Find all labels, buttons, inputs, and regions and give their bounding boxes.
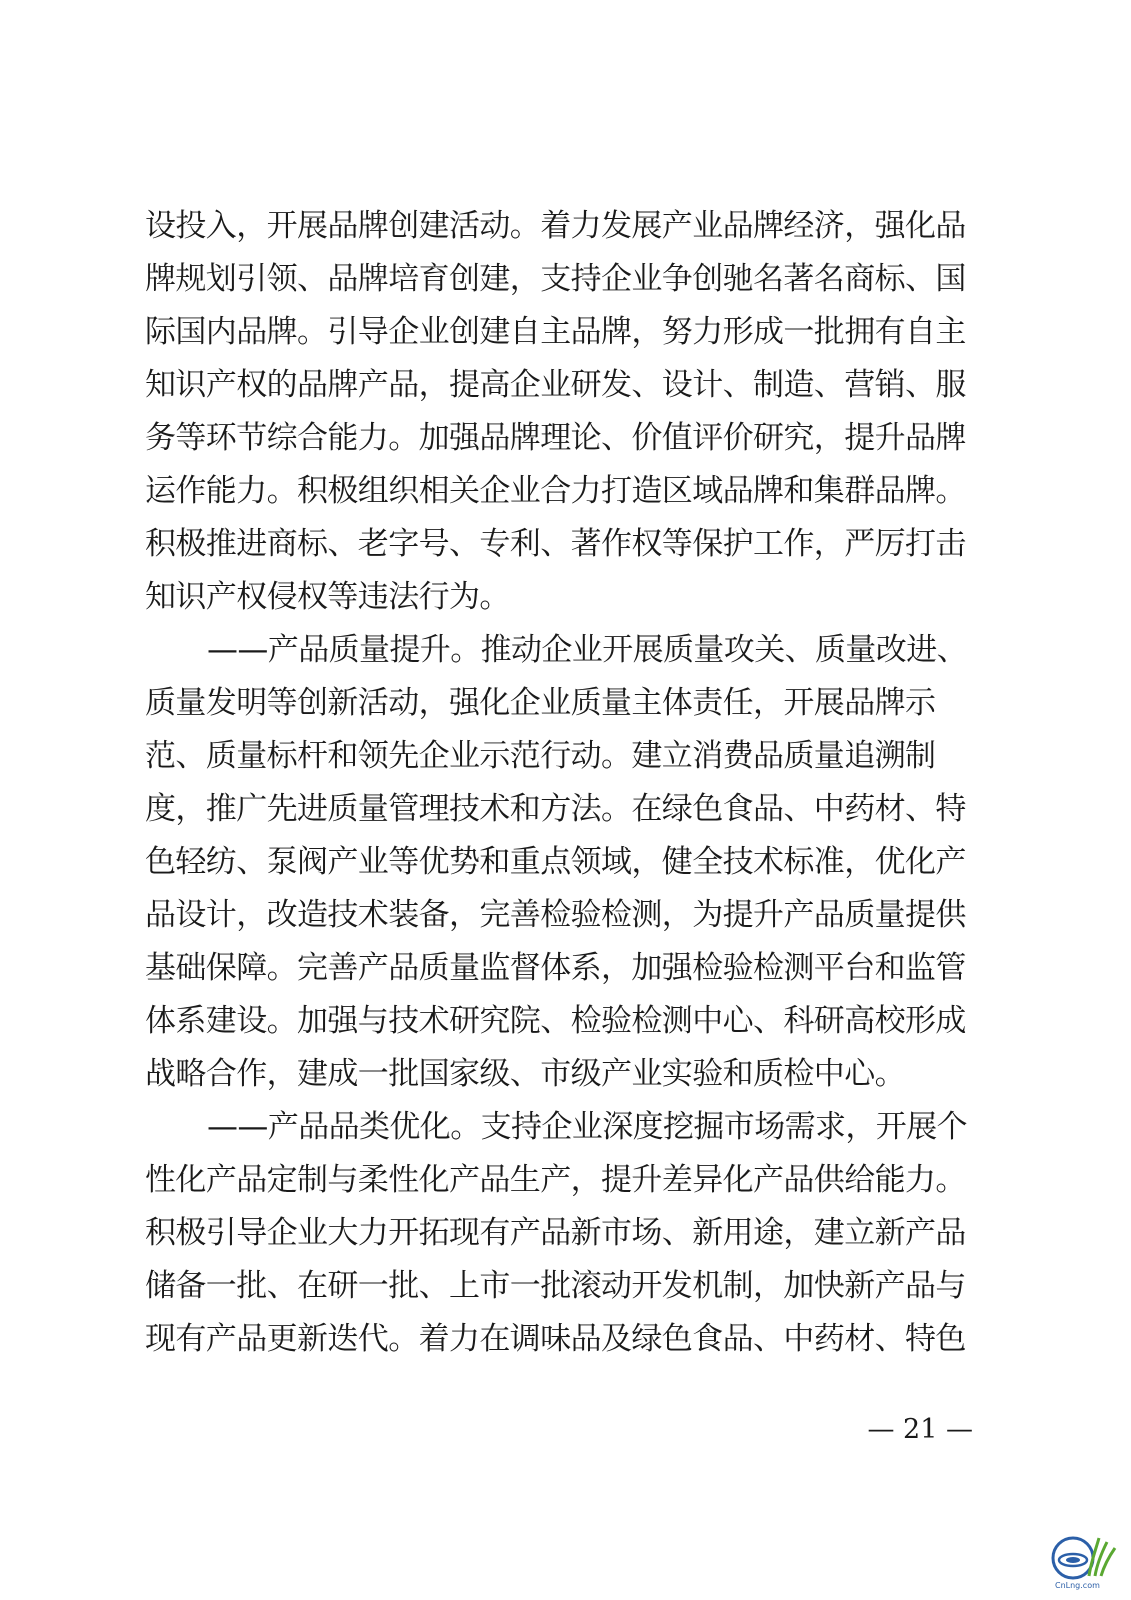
- text-line-13: 色轻纺、泵阀产业等优势和重点领域，健全技术标准，优化产: [145, 844, 966, 880]
- text-line-9: ——产品质量提升。推动企业开展质量攻关、质量改进、: [207, 632, 967, 668]
- text-line-12: 度，推广先进质量管理技术和方法。在绿色食品、中药材、特: [145, 791, 966, 827]
- cnlng-logo-icon: [1049, 1532, 1121, 1582]
- text-line-15: 基础保障。完善产品质量监督体系，加强检验检测平台和监管: [145, 950, 966, 986]
- text-line-3: 际国内品牌。引导企业创建自主品牌，努力形成一批拥有自主: [145, 314, 966, 350]
- text-line-8: 知识产权侵权等违法行为。: [145, 579, 510, 615]
- body-text: [145, 200, 975, 1366]
- text-line-11: 范、质量标杆和领先企业示范行动。建立消费品质量追溯制: [145, 738, 936, 774]
- text-line-16: 体系建设。加强与技术研究院、检验检测中心、科研高校形成: [145, 1003, 966, 1039]
- text-line-18: ——产品品类优化。支持企业深度挖掘市场需求，开展个: [207, 1109, 967, 1145]
- text-line-20: 积极引导企业大力开拓现有产品新市场、新用途，建立新产品: [145, 1215, 966, 1251]
- text-line-10: 质量发明等创新活动，强化企业质量主体责任，开展品牌示: [145, 685, 936, 721]
- text-line-2: 牌规划引领、品牌培育创建，支持企业争创驰名著名商标、国: [145, 261, 966, 297]
- text-line-6: 运作能力。积极组织相关企业合力打造区域品牌和集群品牌。: [145, 473, 966, 509]
- page-number: — 21 —: [867, 1414, 973, 1445]
- text-line-17: 战略合作，建成一批国家级、市级产业实验和质检中心。: [145, 1056, 905, 1092]
- text-line-7: 积极推进商标、老字号、专利、著作权等保护工作，严厉打击: [145, 526, 966, 562]
- watermark-logo: [1049, 1532, 1121, 1592]
- text-line-14: 品设计，改造技术装备，完善检验检测，为提升产品质量提供: [145, 897, 966, 933]
- watermark-text: CnLng.com: [1055, 1581, 1100, 1590]
- text-line-19: 性化产品定制与柔性化产品生产，提升差异化产品供给能力。: [145, 1162, 966, 1198]
- text-line-4: 知识产权的品牌产品，提高企业研发、设计、制造、营销、服: [145, 367, 966, 403]
- text-line-21: 储备一批、在研一批、上市一批滚动开发机制，加快新产品与: [145, 1268, 966, 1304]
- text-line-22: 现有产品更新迭代。着力在调味品及绿色食品、中药材、特色: [145, 1321, 966, 1357]
- text-line-1: 设投入，开展品牌创建活动。着力发展产业品牌经济，强化品: [145, 208, 966, 244]
- text-line-5: 务等环节综合能力。加强品牌理论、价值评价研究，提升品牌: [145, 420, 966, 456]
